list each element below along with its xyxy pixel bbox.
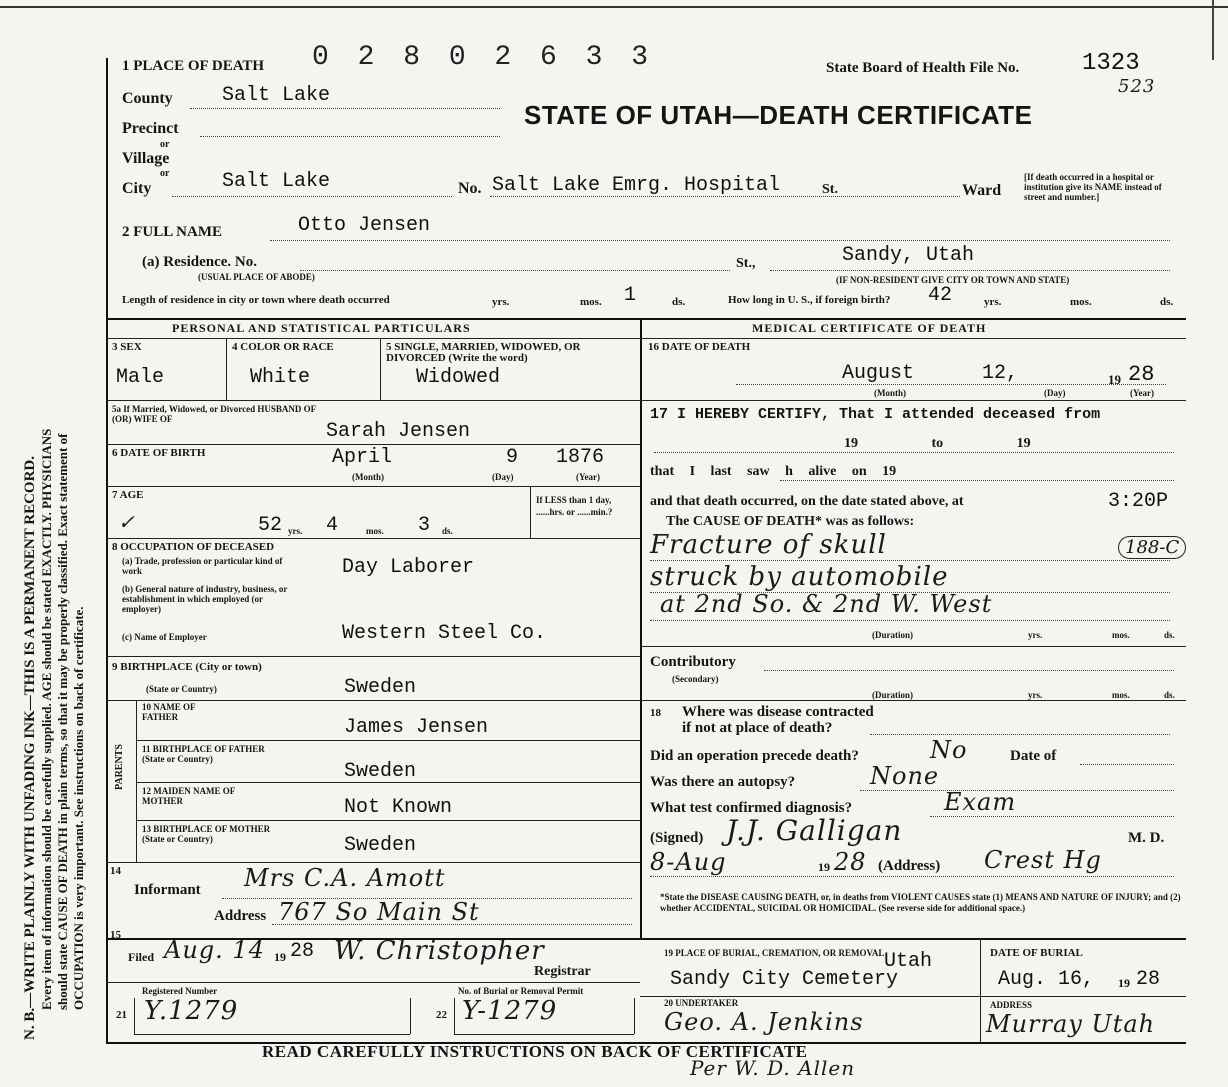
county-line xyxy=(190,108,500,109)
if-less-than: If LESS than 1 day, ......hrs. or ......min.? xyxy=(536,495,613,517)
mother-bp-value: Sweden xyxy=(344,834,417,857)
death-day-sub: (Day) xyxy=(1044,388,1066,398)
place-of-death-label: 1 PLACE OF DEATH xyxy=(122,58,265,74)
mother-bp-label: 13 BIRTHPLACE OF MOTHER (State or Country) xyxy=(142,824,271,844)
row-line-11 xyxy=(106,938,1186,940)
death-year-sub: (Year) xyxy=(1130,388,1154,398)
county-value: Salt Lake xyxy=(222,84,331,107)
occupation-label: 8 OCCUPATION OF DECEASED xyxy=(112,541,275,553)
filed-year: 28 xyxy=(290,940,315,963)
filed-label: Filed xyxy=(128,950,154,964)
age-ds: ds. xyxy=(442,526,453,536)
operation-value: No xyxy=(930,736,968,764)
occupation-sub-b: (b) General nature of industry, business, or establishment in which employed (or employer) xyxy=(122,584,288,614)
cause-line-3-dots xyxy=(650,620,1170,621)
us-residence-label: How long in U. S., if foreign birth? xyxy=(728,294,891,306)
registered-number-label: Registered Number xyxy=(142,986,218,996)
sign-year: 28 xyxy=(834,848,867,876)
grid-header-bottom xyxy=(106,338,1186,339)
registrar-label: Registrar xyxy=(534,964,591,979)
side-note-line4: OCCUPATION is very important. See instructions on back of certificate. xyxy=(71,606,86,1010)
undertaker-value: Geo. A. Jenkins xyxy=(664,1008,864,1036)
dob-label: 6 DATE OF BIRTH xyxy=(112,447,206,459)
board-file-label: State Board of Health File No. xyxy=(826,60,1020,76)
cause-line-1-dots xyxy=(650,560,1170,561)
length-ds: ds. xyxy=(672,296,686,308)
med-row-line-1 xyxy=(640,400,1186,401)
md-label: M. D. xyxy=(1128,830,1165,846)
duration-label-2: (Duration) xyxy=(872,690,913,700)
residence-label: (a) Residence. No. xyxy=(142,254,257,270)
board-file-sub: 523 xyxy=(1118,76,1156,97)
age-years-value: 52 xyxy=(258,514,283,537)
burial-row-line xyxy=(640,996,1186,997)
contracted-label: Where was disease contracted xyxy=(682,704,874,720)
length-yrs: yrs. xyxy=(492,296,510,308)
sex-label: 3 SEX xyxy=(112,341,142,353)
certify-line: 17 I HEREBY CERTIFY, That I attended deceased from xyxy=(650,406,1101,423)
filed-num: 15 xyxy=(110,929,121,941)
undertaker-address-label: ADDRESS xyxy=(990,1000,1033,1010)
occupation-value: Day Laborer xyxy=(342,556,475,579)
row-line-10 xyxy=(106,862,640,863)
age-yrs: yrs. xyxy=(288,526,303,536)
birthplace-state-label: (State or Country) xyxy=(146,684,217,694)
row-line-5 xyxy=(106,656,640,657)
marital-value: Widowed xyxy=(416,366,501,389)
spouse-value: Sarah Jensen xyxy=(326,420,471,443)
from-to-line: 19 to 19 xyxy=(844,436,1031,451)
reg-box-bottom xyxy=(134,1034,410,1035)
race-divider xyxy=(380,338,381,400)
hospital-value: Salt Lake Emrg. Hospital xyxy=(492,174,781,197)
row-line-2 xyxy=(106,444,640,445)
footer-signature: Per W. D. Allen xyxy=(690,1056,856,1080)
residence-st-line xyxy=(770,270,1170,271)
duration-ds-1: ds. xyxy=(1164,630,1175,640)
row-line-1 xyxy=(106,400,640,401)
operation-label: Did an operation precede death? xyxy=(650,748,859,764)
father-bp-label: 11 BIRTHPLACE OF FATHER (State or Country) xyxy=(142,744,265,764)
personal-header: PERSONAL AND STATISTICAL PARTICULARS xyxy=(172,321,471,335)
occupation-sub-a: (a) Trade, profession or particular kind of work xyxy=(122,556,283,576)
last-saw-dots xyxy=(780,480,1174,481)
us-years-value: 42 xyxy=(928,284,953,307)
cause-label: The CAUSE OF DEATH* was as follows: xyxy=(666,514,915,529)
father-bp-value: Sweden xyxy=(344,760,417,783)
row-line-7 xyxy=(136,740,640,741)
contributory-label: Contributory xyxy=(650,654,736,670)
birthplace-label: 9 BIRTHPLACE (City or town) xyxy=(112,661,262,673)
side-note-line2: Every item of information should be carefully supplied. AGE should be stated EXACTLY. PHYSICIANS xyxy=(39,428,54,1010)
length-mos: mos. xyxy=(580,296,602,308)
parents-divider xyxy=(136,700,137,862)
last-saw-line: that I last saw h alive on 19 xyxy=(650,464,897,479)
death-year-prefix: 19 xyxy=(1108,372,1121,387)
test-dots xyxy=(930,816,1174,817)
dob-month-sub: (Month) xyxy=(352,472,384,482)
dob-day: 9 xyxy=(506,446,519,469)
informant-num: 14 xyxy=(110,865,121,877)
informant-address-label: Address xyxy=(214,908,267,924)
date-of-label: Date of xyxy=(1010,748,1057,764)
grid-top xyxy=(106,318,1186,320)
test-value: Exam xyxy=(944,788,1017,816)
certificate-title: STATE OF UTAH—DEATH CERTIFICATE xyxy=(524,100,1033,130)
employer-label: (c) Name of Employer xyxy=(122,632,207,642)
us-ds: ds. xyxy=(1160,296,1174,308)
burial-permit-value: Y-1279 xyxy=(462,996,558,1026)
death-day: 12, xyxy=(982,362,1019,385)
village-label: Village xyxy=(122,150,170,167)
burial-permit-num: 22 xyxy=(436,1009,447,1021)
duration-yrs-1: yrs. xyxy=(1028,630,1043,640)
informant-address-value: 767 So Main St xyxy=(278,898,480,926)
parents-label: PARENTS xyxy=(114,744,125,790)
duration-label-1: (Duration) xyxy=(872,630,913,640)
age-days-value: 3 xyxy=(418,514,431,537)
age-label: 7 AGE xyxy=(112,489,144,501)
sign-year-prefix: 19 xyxy=(818,860,830,874)
registered-number-num: 21 xyxy=(116,1009,127,1021)
burial-permit-label: No. of Burial or Removal Permit xyxy=(458,986,584,996)
permit-box-left xyxy=(454,998,455,1034)
precinct-line xyxy=(200,136,500,137)
side-note-line1: N. B.—WRITE PLAINLY WITH UNFADING INK—THIS IS A PERMANENT RECORD. xyxy=(22,456,38,1040)
full-name-line xyxy=(270,240,1170,241)
full-name-label: 2 FULL NAME xyxy=(122,224,223,240)
dob-month: April xyxy=(332,446,393,469)
form-left-border xyxy=(106,58,108,1043)
scan-edge-right xyxy=(1212,0,1214,60)
city-line xyxy=(172,196,452,197)
mother-value: Not Known xyxy=(344,796,453,819)
burial-place-state: Utah xyxy=(884,950,933,973)
sex-divider xyxy=(226,338,227,400)
residence-no-line xyxy=(300,270,730,271)
row-line-9 xyxy=(136,820,640,821)
race-value: White xyxy=(250,366,311,389)
test-label: What test confirmed diagnosis? xyxy=(650,800,853,816)
duration-ds-2: ds. xyxy=(1164,690,1175,700)
age-months-value: 4 xyxy=(326,514,339,537)
registered-number-value: Y.1279 xyxy=(144,996,239,1026)
filed-date: Aug. 14 xyxy=(164,936,265,964)
burial-date-label: DATE OF BURIAL xyxy=(990,947,1083,959)
burial-place-label: 19 PLACE OF BURIAL, CREMATION, OR REMOVAL xyxy=(664,948,885,958)
autopsy-value: None xyxy=(870,762,940,790)
city-label: City xyxy=(122,180,152,197)
or-label-2: or xyxy=(160,168,170,179)
registrar-signature: W. Christopher xyxy=(334,936,545,966)
row-line-3 xyxy=(106,486,640,487)
residence-st-label: St., xyxy=(736,256,756,271)
autopsy-label: Was there an autopsy? xyxy=(650,774,796,790)
county-label: County xyxy=(122,90,173,107)
race-label: 4 COLOR OR RACE xyxy=(232,341,334,353)
burial-divider xyxy=(980,938,981,1042)
sign-address-label: (Address) xyxy=(878,858,941,874)
burial-year: 28 xyxy=(1136,968,1161,991)
filed-year-prefix: 19 xyxy=(274,950,286,964)
side-note-line3: should state CAUSE OF DEATH in plain terms, so that it may be properly classified. Exact statement of xyxy=(55,433,70,1010)
age-check: ✓ xyxy=(118,510,136,534)
or-label-1: or xyxy=(160,139,170,150)
med-row-line-2 xyxy=(640,646,1186,647)
footer-instructions: READ CAREFULLY INSTRUCTIONS ON BACK OF CERTIFICATE xyxy=(262,1042,808,1061)
ward-note: [If death occurred in a hospital or institution give its NAME instead of street and number.] xyxy=(1024,172,1162,202)
contracted-num: 18 xyxy=(650,707,661,719)
death-month-sub: (Month) xyxy=(874,388,906,398)
residence-value: Sandy, Utah xyxy=(842,244,975,267)
contracted-label-2: if not at place of death? xyxy=(682,720,833,736)
signed-label: (Signed) xyxy=(650,830,704,846)
cause-code: 188-C xyxy=(1118,536,1186,559)
cause-line-2: struck by automobile xyxy=(650,562,949,592)
duration-mos-1: mos. xyxy=(1112,630,1130,640)
medical-header: MEDICAL CERTIFICATE OF DEATH xyxy=(752,321,987,335)
age-mos: mos. xyxy=(366,526,384,536)
signed-value: J.J. Galligan xyxy=(726,814,903,847)
st-label: St. xyxy=(822,182,838,197)
sign-dots xyxy=(650,876,1174,877)
marital-label: 5 SINGLE, MARRIED, WIDOWED, OR DIVORCED (Write the word) xyxy=(386,341,581,364)
date-of-death-label: 16 DATE OF DEATH xyxy=(648,341,751,353)
death-year: 28 xyxy=(1128,362,1155,387)
permit-box-right xyxy=(634,998,635,1034)
length-residence-label: Length of residence in city or town where death occurred xyxy=(122,294,390,306)
cause-line-1: Fracture of skull xyxy=(650,530,887,560)
reg-box-right xyxy=(410,998,411,1034)
age-divider xyxy=(530,486,531,538)
duration-yrs-2: yrs. xyxy=(1028,690,1043,700)
row-line-4 xyxy=(106,538,640,539)
undertaker-label: 20 UNDERTAKER xyxy=(664,998,739,1008)
sex-value: Male xyxy=(116,366,165,389)
us-yrs: yrs. xyxy=(984,296,1002,308)
date-of-dots xyxy=(1080,764,1174,765)
spouse-label: 5a If Married, Widowed, or Divorced HUSBAND OF (OR) WIFE OF xyxy=(112,404,316,424)
cause-line-3: at 2nd So. & 2nd W. West xyxy=(660,590,993,618)
informant-label: Informant xyxy=(134,882,201,898)
board-file-number: 1323 xyxy=(1082,50,1140,77)
sign-address-value: Crest Hg xyxy=(984,846,1102,874)
duration-mos-2: mos. xyxy=(1112,690,1130,700)
undertaker-address-value: Murray Utah xyxy=(986,1010,1156,1038)
ward-label: Ward xyxy=(962,182,1002,199)
sign-date: 8-Aug xyxy=(650,848,727,876)
permit-box-bottom xyxy=(454,1034,634,1035)
us-mos: mos. xyxy=(1070,296,1092,308)
mother-label: 12 MAIDEN NAME OF MOTHER xyxy=(142,786,235,806)
row-line-12 xyxy=(106,982,640,983)
dob-year-sub: (Year) xyxy=(576,472,600,482)
reg-box-left xyxy=(134,998,135,1034)
serial-stamp: 0 2 8 0 2 6 3 3 xyxy=(312,42,655,73)
from-to-dots xyxy=(654,452,1174,453)
contributory-dots xyxy=(764,670,1174,671)
row-line-6 xyxy=(106,700,640,701)
father-value: James Jensen xyxy=(344,716,489,739)
scan-edge-top xyxy=(0,6,1228,8)
secondary-sub: (Secondary) xyxy=(672,674,719,684)
precinct-label: Precinct xyxy=(122,120,179,137)
dob-day-sub: (Day) xyxy=(492,472,514,482)
autopsy-dots xyxy=(860,790,1174,791)
residence-sub: (USUAL PLACE OF ABODE) xyxy=(198,272,315,282)
date-of-death-line xyxy=(736,384,1166,385)
burial-year-prefix: 19 xyxy=(1118,976,1130,990)
dob-year: 1876 xyxy=(556,446,605,469)
cause-footnote: *State the DISEASE CAUSING DEATH, or, in deaths from VIOLENT CAUSES state (1) MEANS AND NATURE OF INJURY; and (2) whether ACCIDENTAL, SUICIDAL OR HOMICIDAL. (See reverse side for additional space.) xyxy=(660,892,1181,913)
med-row-line-3 xyxy=(640,700,1186,701)
death-time: 3:20P xyxy=(1108,490,1169,513)
length-days-value: 1 xyxy=(624,284,637,307)
contracted-dots xyxy=(870,734,1170,735)
informant-value: Mrs C.A. Amott xyxy=(244,864,446,892)
nonresident-note: (IF NON-RESIDENT GIVE CITY OR TOWN AND STATE) xyxy=(836,275,1070,285)
city-value: Salt Lake xyxy=(222,170,331,193)
burial-place-value: Sandy City Cemetery xyxy=(670,968,899,991)
death-month: August xyxy=(842,362,915,385)
grid-middle xyxy=(640,318,642,938)
father-label: 10 NAME OF FATHER xyxy=(142,702,196,722)
burial-date-value: Aug. 16, xyxy=(998,968,1095,991)
employer-value: Western Steel Co. xyxy=(342,622,547,645)
occurred-line: and that death occurred, on the date stated above, at xyxy=(650,494,964,509)
street-no-label: No. xyxy=(458,180,482,197)
birthplace-value: Sweden xyxy=(344,676,417,699)
row-line-8 xyxy=(136,782,640,783)
full-name-value: Otto Jensen xyxy=(298,214,431,237)
